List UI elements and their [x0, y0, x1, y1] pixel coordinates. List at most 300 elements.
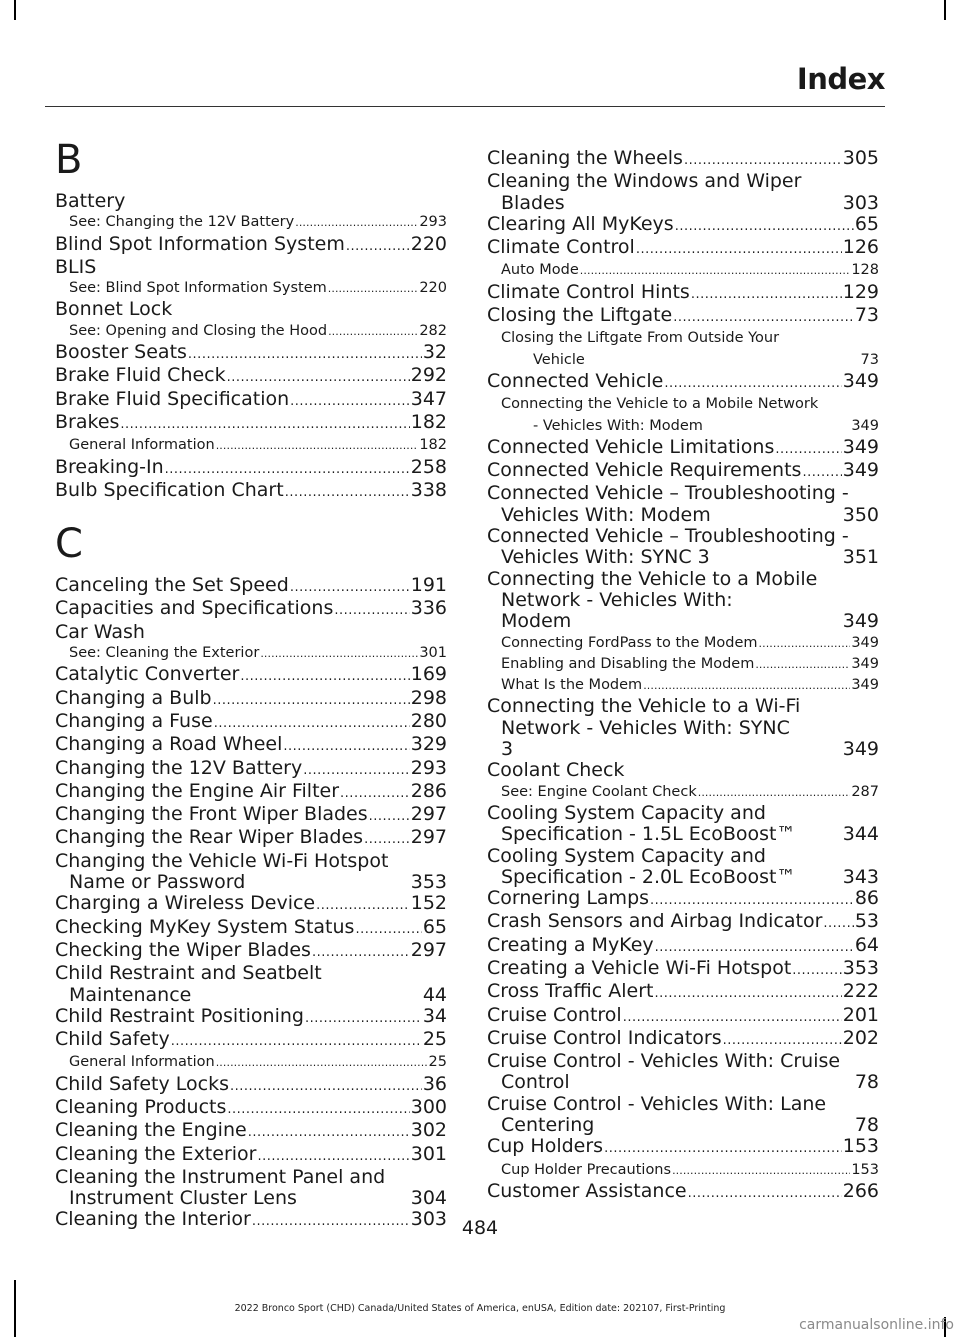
entry-text-continued: 3	[501, 738, 514, 761]
entry-page: 349	[851, 634, 879, 651]
entry-page: 292	[410, 364, 447, 387]
index-entry	[487, 282, 879, 305]
entry-text: Changing a Fuse	[55, 709, 213, 732]
entry-text-continued: Maintenance	[69, 983, 192, 1006]
page-title: Index	[796, 62, 885, 96]
header-rule	[45, 106, 885, 107]
leader-dots	[334, 600, 409, 621]
index-entry	[487, 888, 879, 911]
index-entry	[55, 1120, 447, 1143]
index-subentry	[487, 633, 879, 654]
leader-dots	[227, 1099, 409, 1120]
index-entry	[55, 758, 447, 781]
entry-page: 220	[410, 232, 447, 255]
entry-page: 302	[410, 1119, 447, 1142]
leader-dots	[346, 236, 410, 257]
index-entry	[487, 214, 879, 237]
index-entry	[55, 734, 447, 757]
index-entry	[487, 371, 879, 394]
entry-text: Climate Control	[487, 236, 635, 259]
entry-text: Catalytic Converter	[55, 663, 240, 686]
index-entry	[487, 1136, 879, 1159]
index-entry	[487, 1181, 879, 1204]
index-entry	[55, 234, 447, 257]
entry-page: 36	[422, 1072, 447, 1095]
index-entry	[55, 257, 447, 278]
entry-text: Changing a Road Wheel	[55, 733, 283, 756]
entry-page: 349	[842, 738, 879, 761]
leader-dots	[171, 1031, 422, 1052]
entry-text: Connecting the Vehicle to a Wi-Fi	[487, 695, 801, 718]
index-entry	[487, 760, 879, 781]
entry-page: 351	[842, 546, 879, 569]
index-entry	[487, 460, 879, 483]
entry-page: 222	[842, 980, 879, 1003]
entry-page: 298	[410, 686, 447, 709]
entry-page: 304	[410, 1187, 447, 1210]
index-subentry	[55, 643, 447, 664]
entry-text: General Information	[69, 437, 215, 454]
entry-text: Connecting FordPass to the Modem	[501, 634, 758, 651]
entry-page: 349	[851, 655, 879, 672]
entry-page: 153	[851, 1161, 879, 1178]
entry-page: 73	[860, 351, 879, 368]
entry-text-continued: Specification - 1.5L EcoBoost™	[501, 823, 796, 846]
entry-last-line	[487, 739, 879, 760]
entry-page: 129	[842, 280, 879, 303]
footer-edition-text: 2022 Bronco Sport (CHD) Canada/United States of America, enUSA, Edition date: 202107, First-Printing	[234, 1303, 726, 1314]
index-subentry	[487, 782, 879, 803]
entry-page: 349	[851, 417, 879, 434]
leader-dots	[623, 1007, 842, 1028]
leader-dots	[755, 654, 850, 675]
index-entry	[55, 851, 447, 894]
index-entry	[55, 940, 447, 963]
entry-text-continued: Control	[501, 1071, 570, 1094]
entry-page: 126	[842, 236, 879, 259]
index-entry	[487, 237, 879, 260]
entry-page: 329	[410, 733, 447, 756]
leader-dots	[216, 435, 419, 456]
entry-text: Customer Assistance	[487, 1179, 687, 1202]
index-entry	[487, 958, 879, 981]
index-entry	[55, 827, 447, 850]
entry-text: See: Opening and Closing the Hood	[69, 322, 328, 339]
leader-dots	[260, 643, 418, 664]
entry-text: Child Safety	[55, 1028, 170, 1051]
index-subentry	[487, 1160, 879, 1181]
leader-dots	[216, 1052, 428, 1073]
entry-text: Connected Vehicle	[487, 369, 664, 392]
index-entry	[55, 1144, 447, 1167]
entry-page: 86	[854, 887, 879, 910]
entry-page: 297	[410, 938, 447, 961]
entry-text: Closing the Liftgate	[487, 304, 673, 327]
index-entry	[487, 148, 879, 171]
entry-page: 349	[851, 677, 879, 694]
entry-text: Connected Vehicle – Troubleshooting -	[487, 525, 849, 548]
index-subentry	[55, 321, 447, 342]
entry-text: Battery	[55, 190, 126, 212]
entry-last-line	[487, 547, 879, 568]
index-entry	[55, 191, 447, 212]
index-entry	[55, 598, 447, 621]
entry-page: 347	[410, 387, 447, 410]
leader-dots	[759, 633, 851, 654]
entry-page: 297	[410, 803, 447, 826]
entry-page: 349	[842, 459, 879, 482]
entry-text: Brake Fluid Check	[55, 364, 226, 387]
index-entry	[55, 412, 447, 435]
leader-dots	[673, 307, 854, 328]
entry-text: Changing a Bulb	[55, 686, 212, 709]
index-entry	[55, 342, 447, 365]
leader-dots	[240, 666, 409, 687]
entry-page: 305	[842, 147, 879, 169]
entry-text: Cruise Control - Vehicles With: Cruise	[487, 1050, 841, 1073]
entry-text: Checking MyKey System Status	[55, 915, 355, 938]
entry-text: Connecting the Vehicle to a Mobile	[487, 567, 818, 590]
entry-page: 293	[419, 214, 447, 231]
leader-dots	[650, 890, 854, 911]
leader-dots	[604, 1138, 842, 1159]
entry-last-line	[487, 1072, 879, 1093]
index-entry	[55, 299, 447, 320]
entry-text: Cleaning the Wheels	[487, 147, 683, 169]
index-entry	[55, 664, 447, 687]
entry-page: 286	[410, 779, 447, 802]
entry-text-continued: Vehicles With: SYNC 3	[501, 546, 710, 569]
index-subentry	[487, 260, 879, 281]
entry-page: 303	[410, 1208, 447, 1231]
index-entry	[55, 711, 447, 734]
entry-page: 350	[842, 503, 879, 526]
entry-text-continued: Network - Vehicles With: SYNC	[501, 716, 790, 739]
entry-page: 191	[410, 574, 447, 597]
index-entry	[55, 622, 447, 643]
entry-last-line	[501, 350, 879, 371]
entry-last-line	[487, 824, 879, 845]
index-subentry	[55, 212, 447, 233]
entry-page: 78	[854, 1114, 879, 1137]
leader-dots	[636, 239, 842, 260]
entry-text: Booster Seats	[55, 341, 187, 364]
leader-dots	[214, 713, 410, 734]
entry-text-continued: Vehicles With: Modem	[501, 503, 711, 526]
index-entry	[487, 171, 879, 214]
entry-text: Enabling and Disabling the Modem	[501, 655, 755, 672]
entry-last-line	[487, 193, 879, 214]
leader-dots	[364, 829, 410, 850]
entry-text: Crash Sensors and Airbag Indicator	[487, 910, 823, 933]
entry-text: Child Restraint Positioning	[55, 1004, 304, 1027]
entry-text: Breaking-In	[55, 455, 164, 478]
index-entry	[55, 781, 447, 804]
index-entry	[55, 1167, 447, 1210]
index-entry	[487, 911, 879, 934]
entry-text: Cleaning the Instrument Panel and	[55, 1165, 386, 1188]
leader-dots	[775, 439, 841, 460]
entry-page: 169	[410, 663, 447, 686]
leader-dots	[664, 373, 841, 394]
leader-dots	[698, 782, 851, 803]
index-entry	[487, 1028, 879, 1051]
entry-page: 153	[842, 1135, 879, 1158]
leader-dots	[691, 284, 842, 305]
leader-dots	[823, 913, 853, 934]
entry-text: Cleaning the Interior	[55, 1208, 251, 1231]
leader-dots	[257, 1146, 409, 1167]
leader-dots	[328, 321, 418, 342]
entry-text: Creating a MyKey	[487, 933, 654, 956]
entry-page: 282	[419, 322, 447, 339]
index-entry	[487, 437, 879, 460]
leader-dots	[643, 675, 850, 696]
leader-dots	[340, 783, 410, 804]
index-entry	[487, 803, 879, 846]
entry-page: 303	[842, 191, 879, 214]
entry-text: Bulb Specification Chart	[55, 478, 284, 501]
leader-dots	[230, 1076, 422, 1097]
index-entry	[487, 846, 879, 889]
leader-dots	[684, 150, 842, 171]
leader-dots	[305, 1008, 422, 1029]
entry-text: See: Blind Spot Information System	[69, 280, 327, 297]
index-entry	[55, 1029, 447, 1052]
entry-page: 280	[410, 709, 447, 732]
entry-last-line	[55, 1188, 447, 1209]
entry-text-continued: - Vehicles With: Modem	[533, 417, 703, 434]
entry-page: 64	[854, 933, 879, 956]
index-entry	[55, 389, 447, 412]
entry-page: 338	[410, 478, 447, 501]
entry-text: Changing the Vehicle Wi-Fi Hotspot	[55, 849, 389, 872]
entry-text: Checking the Wiper Blades	[55, 938, 311, 961]
entry-text: Changing the Front Wiper Blades	[55, 803, 368, 826]
leader-dots	[316, 895, 410, 916]
entry-text: Cleaning Products	[55, 1095, 227, 1118]
leader-dots	[688, 1183, 842, 1204]
leader-dots	[227, 367, 410, 388]
entry-page: 287	[851, 783, 879, 800]
index-entry	[55, 917, 447, 940]
entry-page: 32	[422, 341, 447, 364]
entry-text: Climate Control Hints	[487, 280, 690, 303]
entry-text: Cooling System Capacity and	[487, 801, 766, 824]
leader-dots	[312, 942, 410, 963]
section-letter-b: B	[55, 137, 83, 183]
entry-text: See: Changing the 12V Battery	[69, 214, 295, 231]
entry-text: Cornering Lamps	[487, 887, 650, 910]
entry-text: Charging a Wireless Device	[55, 892, 316, 915]
entry-text: Cruise Control Indicators	[487, 1026, 722, 1049]
index-subentry	[55, 435, 447, 456]
index-entry	[55, 457, 447, 480]
index-entry	[487, 569, 879, 633]
index-entry	[487, 981, 879, 1004]
entry-last-line	[487, 611, 879, 632]
index-subentry	[487, 675, 879, 696]
index-subentry	[55, 278, 447, 299]
entry-page: 353	[410, 871, 447, 894]
entry-text-continued: Instrument Cluster Lens	[69, 1187, 297, 1210]
leader-dots	[213, 690, 410, 711]
entry-text-continued: Blades	[501, 191, 565, 214]
entry-text: Clearing All MyKeys	[487, 212, 674, 235]
entry-page: 128	[851, 262, 879, 279]
entry-last-line	[55, 985, 447, 1006]
page-number: 484	[461, 1217, 499, 1239]
entry-text: Cooling System Capacity and	[487, 844, 766, 867]
entry-text: Changing the Engine Air Filter	[55, 779, 340, 802]
index-column-right	[487, 148, 879, 1204]
entry-last-line	[501, 416, 879, 437]
entry-text: Cross Traffic Alert	[487, 980, 654, 1003]
index-subentry	[487, 394, 879, 437]
index-entry	[487, 1051, 879, 1094]
entry-text: Bonnet Lock	[55, 298, 173, 321]
entry-text-continued: Centering	[501, 1114, 595, 1137]
entry-text: General Information	[69, 1054, 215, 1071]
entry-page: 202	[842, 1026, 879, 1049]
entry-page: 65	[422, 915, 447, 938]
entry-page: 349	[842, 369, 879, 392]
entry-page: 349	[842, 435, 879, 458]
entry-text: Cruise Control	[487, 1003, 622, 1026]
index-entry	[487, 935, 879, 958]
entry-page: 301	[410, 1142, 447, 1165]
index-entry	[487, 1005, 879, 1028]
entry-page: 78	[854, 1071, 879, 1094]
index-entry	[487, 526, 879, 569]
index-entry	[55, 688, 447, 711]
index-entry	[55, 1097, 447, 1120]
entry-page: 353	[842, 956, 879, 979]
entry-text: Blind Spot Information System	[55, 232, 345, 255]
entry-text: Closing the Liftgate From Outside Your	[501, 330, 780, 347]
entry-text: Creating a Vehicle Wi-Fi Hotspot	[487, 956, 792, 979]
index-subentry	[487, 328, 879, 371]
entry-text: Child Restraint and Seatbelt	[55, 962, 322, 985]
crop-mark-top-right	[944, 0, 946, 20]
entry-last-line	[487, 867, 879, 888]
entry-text: Connected Vehicle Requirements	[487, 459, 802, 482]
leader-dots	[672, 1160, 850, 1181]
entry-text: What Is the Modem	[501, 677, 643, 694]
entry-page: 220	[419, 280, 447, 297]
entry-page: 65	[854, 212, 879, 235]
leader-dots	[723, 1030, 842, 1051]
entry-page: 344	[842, 823, 879, 846]
entry-page: 301	[419, 645, 447, 662]
watermark: carmanualsonline.info	[799, 1317, 954, 1333]
leader-dots	[655, 937, 854, 958]
index-entry	[55, 1074, 447, 1097]
leader-dots	[675, 216, 854, 237]
entry-page: 297	[410, 826, 447, 849]
entry-text: Brake Fluid Specification	[55, 387, 290, 410]
entry-text: BLIS	[55, 255, 97, 278]
entry-text: Cleaning the Exterior	[55, 1142, 257, 1165]
entry-page: 44	[422, 983, 447, 1006]
entry-page: 25	[428, 1054, 447, 1071]
entry-text: Child Safety Locks	[55, 1072, 230, 1095]
leader-dots	[188, 344, 422, 365]
entry-page: 266	[842, 1179, 879, 1202]
entry-text: Cup Holder Precautions	[501, 1161, 672, 1178]
entry-text-continued: Modem	[501, 610, 572, 633]
entry-page: 182	[419, 437, 447, 454]
entry-page: 152	[410, 892, 447, 915]
leader-dots	[165, 459, 410, 480]
entry-text: Coolant Check	[487, 759, 625, 782]
entry-text: Changing the Rear Wiper Blades	[55, 826, 364, 849]
index-entry	[55, 1006, 447, 1029]
entry-page: 34	[422, 1004, 447, 1027]
entry-last-line	[487, 505, 879, 526]
entry-text: Connected Vehicle Limitations	[487, 435, 775, 458]
entry-page: 349	[842, 610, 879, 633]
entry-text: Changing the 12V Battery	[55, 756, 303, 779]
index-entry	[55, 575, 447, 598]
index-entry	[55, 480, 447, 503]
entry-text: Cup Holders	[487, 1135, 604, 1158]
index-entry	[487, 1094, 879, 1137]
entry-page: 182	[410, 410, 447, 433]
section-letter-c: C	[55, 521, 83, 568]
crop-mark-top-left	[14, 0, 16, 20]
index-entry	[487, 483, 879, 526]
leader-dots	[285, 482, 410, 503]
leader-dots	[328, 278, 419, 299]
entry-text: Cleaning the Windows and Wiper	[487, 170, 802, 193]
index-entry	[487, 305, 879, 328]
entry-page: 201	[842, 1003, 879, 1026]
entry-text: Cruise Control - Vehicles With: Lane	[487, 1092, 827, 1115]
entry-text-continued: Vehicle	[533, 351, 585, 368]
entry-page: 258	[410, 455, 447, 478]
leader-dots	[295, 212, 418, 233]
index-entry	[55, 893, 447, 916]
entry-page: 53	[854, 910, 879, 933]
leader-dots	[355, 919, 421, 940]
entry-text: Capacities and Specifications	[55, 597, 334, 620]
entry-page: 293	[410, 756, 447, 779]
leader-dots	[580, 260, 851, 281]
entry-text: Car Wash	[55, 620, 145, 643]
index-entry	[55, 365, 447, 388]
entry-page: 300	[410, 1095, 447, 1118]
leader-dots	[120, 414, 409, 435]
leader-dots	[802, 462, 841, 483]
index-column-left	[55, 135, 447, 1233]
entry-text: Canceling the Set Speed	[55, 574, 289, 597]
index-entry	[55, 804, 447, 827]
entry-text-continued: Specification - 2.0L EcoBoost™	[501, 865, 796, 888]
entry-text: Connected Vehicle – Troubleshooting -	[487, 482, 849, 505]
leader-dots	[290, 391, 410, 412]
entry-page: 73	[854, 304, 879, 327]
entry-text-continued: Name or Password	[69, 871, 246, 894]
entry-last-line	[487, 1115, 879, 1136]
entry-page: 336	[410, 597, 447, 620]
entry-text: Cleaning the Engine	[55, 1119, 247, 1142]
entry-text: Brakes	[55, 410, 120, 433]
leader-dots	[248, 1122, 410, 1143]
index-entry	[55, 963, 447, 1006]
entry-text: See: Cleaning the Exterior	[69, 645, 260, 662]
entry-text: See: Engine Coolant Check	[501, 783, 697, 800]
